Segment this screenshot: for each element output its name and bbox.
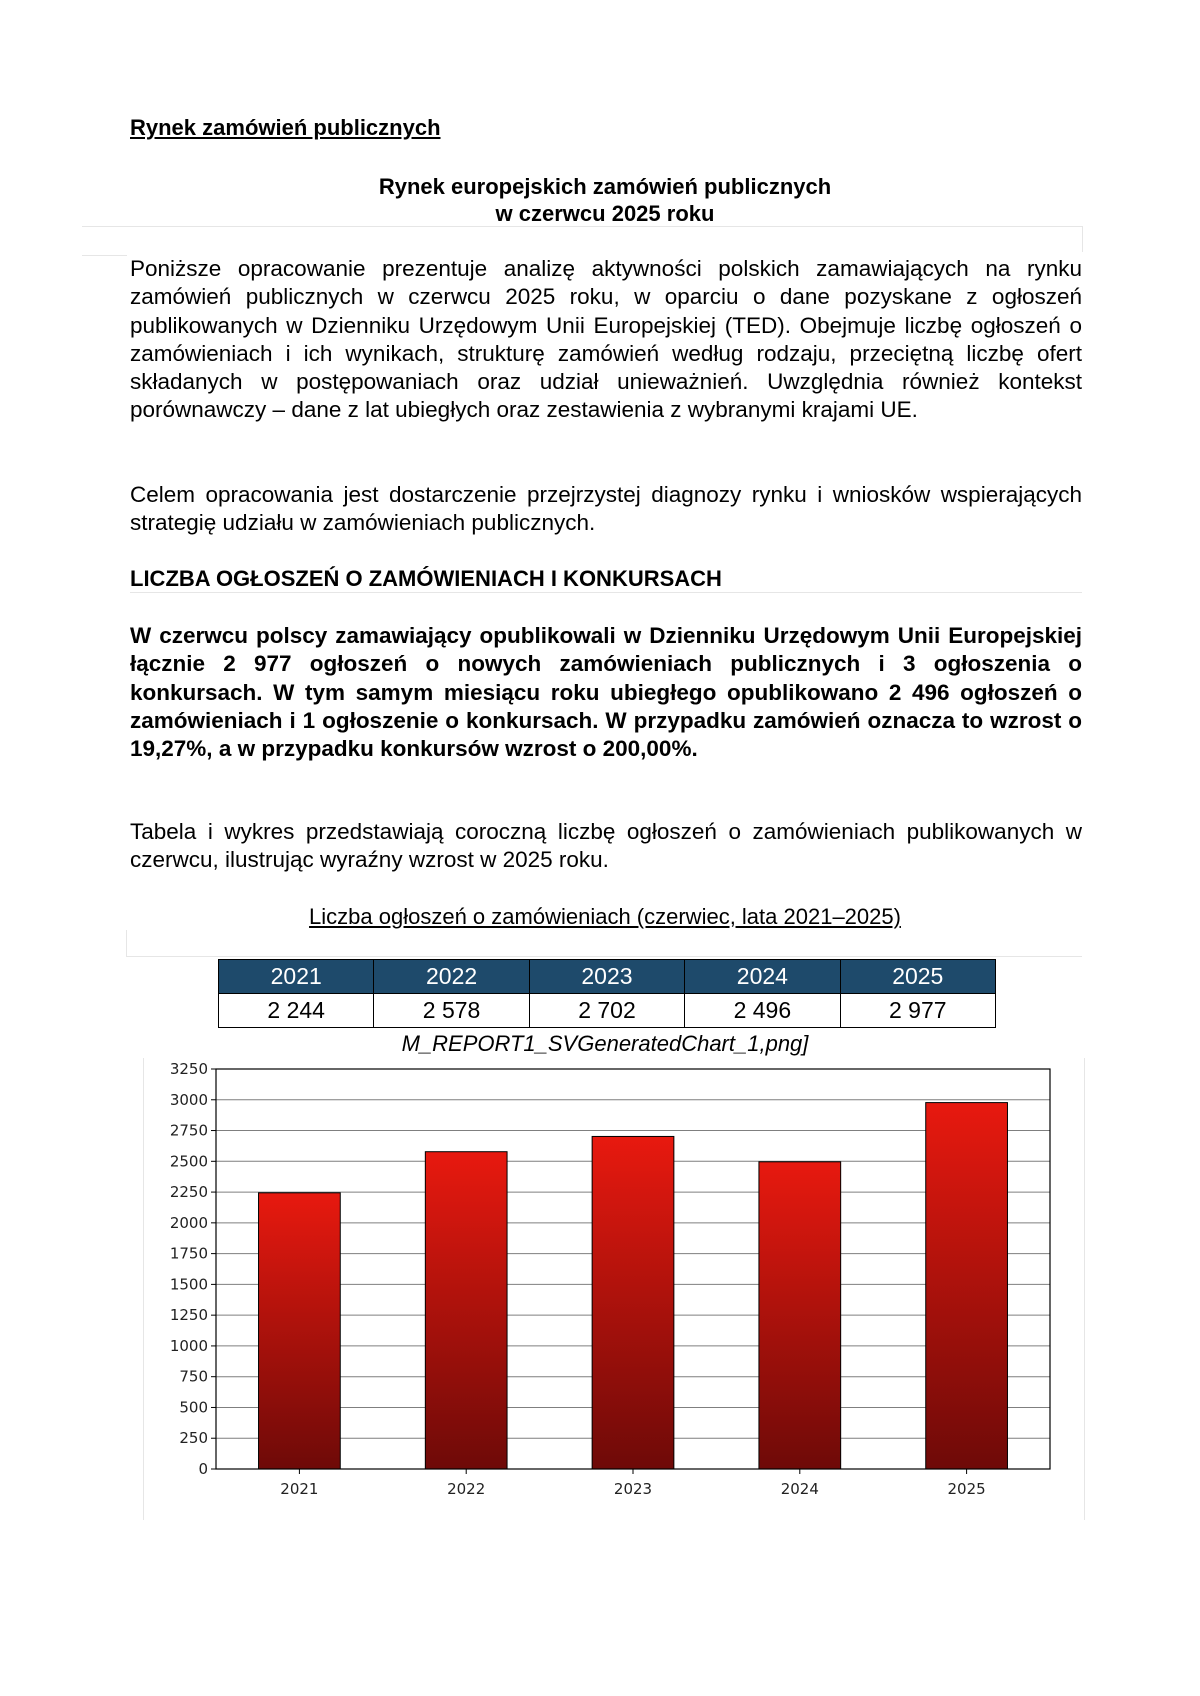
table-frame-left <box>126 930 127 956</box>
table-header-cell: 2023 <box>529 960 684 994</box>
bar <box>759 1162 841 1469</box>
section-title-link[interactable]: Rynek zamówień publicznych <box>130 115 441 140</box>
table-cell: 2 578 <box>374 994 529 1028</box>
highlight-paragraph: W czerwcu polscy zamawiający opublikowali w Dzienniku Urzędowym Unii Europejskiej łącznie 2 977 ogłoszeń o nowych zamówieniach publicznych i 3 ogłoszenia o konkursach. W tym samym miesiącu roku ubiegłego opublikowano 2 496 ogłoszeń o zamówieniach i 1 ogłoszenie o konkursach. W przypadku zamówień oznacza to wzrost o 19,27%, a w przypadku konkursów wzrost o 200,00%. <box>130 623 1082 762</box>
table-header-cell: 2021 <box>219 960 374 994</box>
x-tick-label: 2025 <box>947 1480 986 1498</box>
y-tick-label: 2000 <box>169 1213 208 1232</box>
intro-paragraph-1: Poniższe opracowanie prezentuje analizę aktywności polskich zamawiających na rynku zamówień publicznych w czerwcu 2025 roku, w oparciu o dane pozyskane z ogłoszeń publikowanych w Dzienniku Urzędowym Unii Europejskiej (TED). Obejmuje liczbę ogłoszeń o zamówieniach i ich wynikach, strukturę zamówień według rodzaju, przeciętną liczbę ofert składanych w postępowaniach oraz udział unieważnień. Uwzględnia również kontekst porównawczy – dane z lat ubiegłych oraz zestawienia z wybranymi krajami UE. <box>130 256 1082 423</box>
text-frame-left <box>82 255 127 256</box>
table-cell: 2 244 <box>219 994 374 1028</box>
image-caption: M_REPORT1_SVGeneratedChart_1,png] <box>401 1031 809 1056</box>
x-tick-label: 2023 <box>613 1480 653 1498</box>
chart-y-ticks <box>170 1060 216 1478</box>
header-rule <box>82 226 1082 227</box>
y-tick-label: 3250 <box>169 1060 208 1078</box>
y-tick-label: 0 <box>198 1460 208 1478</box>
x-tick-label: 2024 <box>780 1480 819 1498</box>
report-title-line-2: w czerwcu 2025 roku <box>495 201 715 226</box>
report-title <box>130 173 1080 227</box>
header-rule-right <box>1082 226 1083 252</box>
y-tick-label: 1500 <box>169 1275 208 1294</box>
report-title-line-1: Rynek europejskich zamówień publicznych <box>378 174 832 199</box>
intro-paragraph-2: Celem opracowania jest dostarczenie przejrzystej diagnozy rynku i wniosków wspierających strategię udziału w zamówieniach publicznych. <box>130 482 1082 536</box>
chart-bars <box>259 1103 1008 1469</box>
table-frame-bottom <box>126 956 1082 957</box>
table-cell: 2 702 <box>529 994 684 1028</box>
y-tick-label: 250 <box>179 1429 208 1448</box>
table-cell: 2 496 <box>685 994 840 1028</box>
y-tick-label: 1250 <box>169 1306 208 1325</box>
y-tick-label: 1000 <box>169 1336 208 1355</box>
table-header-cell: 2022 <box>374 960 529 994</box>
y-tick-label: 2750 <box>169 1121 208 1140</box>
table-header-cell: 2024 <box>685 960 840 994</box>
y-tick-label: 2250 <box>169 1183 208 1202</box>
x-tick-label: 2022 <box>447 1480 486 1498</box>
table-header-row <box>219 960 996 994</box>
table-cell: 2 977 <box>840 994 995 1028</box>
chart-x-ticks <box>280 1469 985 1498</box>
table-row <box>219 994 996 1028</box>
heading-rule <box>130 592 1082 593</box>
section-heading: LICZBA OGŁOSZEŃ O ZAMÓWIENIACH I KONKURSACH <box>130 566 722 591</box>
bar <box>592 1136 674 1469</box>
bar-chart <box>143 1058 1085 1520</box>
x-tick-label: 2021 <box>280 1480 319 1498</box>
chart-frame-right <box>1084 1058 1085 1520</box>
orders-table <box>218 959 996 1028</box>
y-tick-label: 500 <box>179 1398 208 1417</box>
chart-frame-left <box>143 1058 144 1520</box>
y-tick-label: 2500 <box>169 1152 208 1171</box>
table-intro-paragraph: Tabela i wykres przedstawiają coroczną liczbę ogłoszeń o zamówieniach publikowanych w czerwcu, ilustrując wyraźny wzrost w 2025 roku. <box>130 819 1082 873</box>
bar <box>259 1193 341 1469</box>
y-tick-label: 750 <box>179 1367 208 1386</box>
y-tick-label: 1750 <box>169 1244 208 1263</box>
bar <box>926 1103 1008 1469</box>
table-header-cell: 2025 <box>840 960 995 994</box>
bar <box>425 1152 507 1469</box>
y-tick-label: 3000 <box>169 1090 208 1109</box>
table-title: Liczba ogłoszeń o zamówieniach (czerwiec, lata 2021–2025) <box>309 904 901 929</box>
